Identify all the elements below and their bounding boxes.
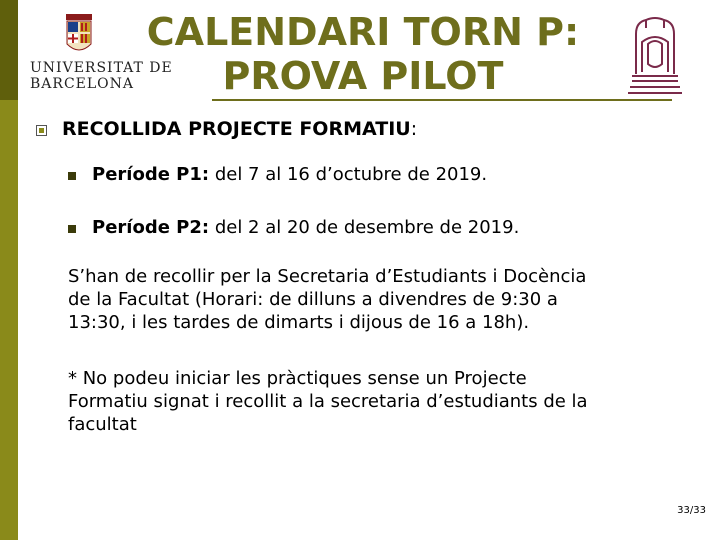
paragraph-line: de la Facultat (Horari: de dilluns a divendres de 9:30 a — [68, 289, 558, 310]
period-label: Període P1: — [92, 164, 210, 185]
university-shield-icon — [66, 14, 92, 56]
title-underline — [212, 99, 672, 101]
section-heading-text: RECOLLIDA PROJECTE FORMATIU — [62, 118, 411, 140]
period-item — [92, 217, 519, 238]
paragraph-line: Formatiu signat i recollit a la secretaria d’estudiants de la — [68, 391, 588, 412]
period-bullet-icon — [68, 172, 76, 180]
faculty-logo-icon — [626, 14, 684, 100]
paragraph-line: facultat — [68, 414, 137, 435]
left-bar-dark-segment — [0, 0, 18, 100]
period-label: Període P2: — [92, 217, 210, 238]
section-bullet-icon — [36, 125, 47, 136]
section-heading-colon: : — [410, 118, 418, 140]
left-decorative-bar — [0, 0, 18, 540]
period-text: del 2 al 20 de desembre de 2019. — [214, 217, 520, 238]
paragraph-line: 13:30, i les tardes de dimarts i dijous de 16 a 18h). — [68, 312, 530, 333]
warning-note-paragraph — [68, 367, 668, 436]
paragraph-line: * No podeu iniciar les pràctiques sense un Projecte — [68, 368, 527, 389]
collection-info-paragraph — [68, 265, 668, 334]
page-number: 33/33 — [677, 505, 706, 516]
period-item — [92, 164, 487, 185]
university-name-line2: BARCELONA — [30, 76, 135, 92]
page-title: CALENDARI TORN P: PROVA PILOT — [146, 10, 580, 98]
paragraph-line: S’han de recollir per la Secretaria d’Estudiants i Docència — [68, 266, 587, 287]
university-name-line1: UNIVERSITAT DE — [30, 60, 173, 76]
period-text: del 7 al 16 d’octubre de 2019. — [214, 164, 488, 185]
period-bullet-icon — [68, 225, 76, 233]
section-heading — [62, 118, 417, 140]
